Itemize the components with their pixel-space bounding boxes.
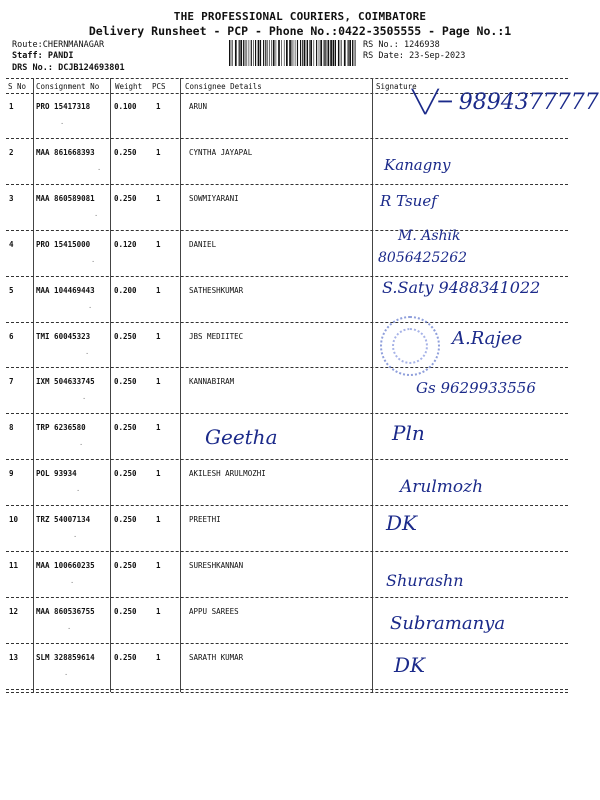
row-consignee: SOWMIYARANI (189, 193, 239, 203)
row-sno: 1 (9, 102, 14, 111)
row-pcs: 1 (156, 147, 161, 157)
route-value: CHERNMANAGAR (42, 40, 105, 50)
row-pcs: 1 (156, 469, 161, 479)
scan-speck: · (97, 165, 102, 174)
row-sno: 12 (9, 606, 19, 616)
row-sno: 9 (9, 469, 14, 479)
company-title: THE PROFESSIONAL COURIERS, COIMBATORE (173, 10, 427, 23)
barcode-bar (260, 40, 261, 66)
row-pcs: 1 (156, 561, 161, 570)
rs-date-value: 23-Sep-2023 (409, 51, 466, 61)
barcode-bar (341, 40, 342, 66)
row-sno: 5 (9, 285, 14, 295)
barcode-bar (243, 40, 244, 66)
scan-speck: · (91, 257, 96, 266)
row-consignment-no: TRP 6236580 (36, 423, 86, 433)
row-pcs: 1 (156, 377, 161, 387)
row-signature: Shurashn (386, 571, 464, 590)
barcode-bar (340, 40, 341, 66)
row-signature: R Tsuef (380, 191, 437, 210)
barcode-bar (306, 40, 307, 66)
row-consignee: KANNABIRAM (189, 377, 235, 387)
row-consignee: SURESHKANNAN (189, 561, 244, 570)
row-pcs: 1 (156, 515, 161, 525)
barcode-bar (349, 40, 351, 66)
barcode-bar (302, 40, 303, 66)
row-weight: 0.250 (114, 606, 137, 616)
rs-no-value: 1246938 (403, 40, 440, 50)
barcode-bar (324, 40, 325, 66)
barcode-bar (355, 40, 356, 66)
rs-date-line (363, 51, 465, 62)
row-signature: Pln (392, 421, 425, 446)
row-sno: 4 (9, 239, 14, 249)
barcode-bar (307, 40, 308, 66)
row-consignee-handwritten: Geetha (205, 425, 278, 450)
row-weight: 0.250 (114, 515, 137, 525)
row-consignee: PREETHI (189, 515, 221, 525)
row-consignment-no: POL 93934 (36, 469, 77, 479)
barcode-bar (276, 40, 277, 66)
row-separator (6, 643, 568, 644)
row-consignee: JBS MEDIITEC (189, 331, 244, 341)
route-line (12, 40, 104, 51)
barcode-bar (292, 40, 293, 66)
row-consignment-no: MAA 860536755 (36, 606, 95, 616)
row-separator (6, 138, 568, 139)
row-consignee: DANIEL (189, 239, 217, 249)
barcode-bar (240, 40, 242, 66)
row-consignment-no: TMI 60045323 (36, 331, 91, 341)
barcode-bar (304, 40, 305, 66)
col-divider-2 (110, 78, 111, 692)
row-consignee: SATHESHKUMAR (189, 285, 244, 295)
rs-no-label: RS No.: (363, 40, 399, 50)
row-consignment-no: MAA 860589081 (36, 193, 95, 203)
scan-speck: · (67, 624, 72, 633)
drs-label: DRS No.: (12, 63, 53, 73)
row-weight: 0.250 (114, 193, 137, 203)
row-separator (6, 551, 568, 552)
row-weight: 0.250 (114, 147, 137, 157)
scan-speck: · (88, 303, 93, 312)
barcode-bar (249, 40, 250, 66)
row-consignee: CYNTHA JAYAPAL (189, 147, 253, 157)
barcode-bar (348, 40, 349, 66)
col-header-weight: Weight (115, 82, 143, 91)
row-sno: 2 (9, 147, 14, 157)
row-separator (6, 367, 568, 368)
staff-value: PANDI (47, 51, 74, 61)
row-pcs: 1 (156, 193, 161, 203)
row-signature-phone: 8056425262 (378, 249, 468, 266)
row-sno: 8 (9, 423, 14, 433)
row-sno: 3 (9, 193, 14, 203)
barcode-bar (258, 40, 260, 66)
scan-speck: · (94, 211, 99, 220)
row-pcs: 1 (156, 606, 161, 616)
row-pcs: 1 (156, 285, 161, 295)
row-weight: 0.250 (114, 331, 137, 341)
barcode-bar (289, 40, 291, 66)
barcode-bar (293, 40, 294, 66)
row-consignment-no: MAA 861668393 (36, 147, 95, 157)
barcode-bar (267, 40, 268, 66)
barcode-bar (320, 40, 322, 66)
row-consignment-no: TRZ 54007134 (36, 515, 91, 525)
row-weight: 0.250 (114, 469, 137, 479)
col-header-consignee: Consignee Details (185, 82, 262, 91)
row-weight: 0.250 (114, 652, 137, 662)
row-weight: 0.100 (114, 102, 137, 111)
barcode-bar (265, 40, 266, 66)
barcode-bar (255, 40, 256, 66)
barcode-bar (253, 40, 254, 66)
row-pcs: 1 (156, 239, 161, 249)
row-weight: 0.200 (114, 285, 137, 295)
row-signature: Subramanya (390, 612, 506, 634)
row-sno: 7 (9, 377, 14, 387)
scan-speck: · (64, 670, 69, 679)
scan-speck: · (76, 487, 81, 496)
runsheet-subtitle: Delivery Runsheet - PCP - Phone No.:0422-3505555 - Page No.:1 (88, 24, 512, 38)
barcode-bar (330, 40, 332, 66)
row-separator (6, 459, 568, 460)
scan-speck: · (73, 533, 78, 542)
scan-speck: · (85, 349, 90, 358)
barcode-bar (338, 40, 339, 66)
barcode-bar (297, 40, 298, 66)
barcode-image (229, 40, 356, 66)
row-consignment-no: IXM 504633745 (36, 377, 95, 387)
barcode-bar (354, 40, 355, 66)
barcode-bar (269, 40, 270, 66)
barcode-bar (328, 40, 330, 66)
col-header-sno: S No (8, 82, 27, 91)
row-pcs: 1 (156, 331, 161, 341)
col-divider-4 (372, 78, 373, 692)
row-separator (6, 230, 568, 231)
row-sno: 6 (9, 331, 14, 341)
row-signature: DK (386, 511, 417, 536)
row-separator (6, 505, 568, 506)
drs-value: DCJB124693801 (58, 63, 125, 73)
row-pcs: 1 (156, 102, 161, 111)
row-signature: DK (394, 652, 425, 677)
barcode-bar (251, 40, 252, 66)
barcode-bar (286, 40, 288, 66)
row-separator (6, 597, 568, 598)
row-sno: 10 (9, 515, 19, 525)
table-bottom-rule (6, 692, 568, 693)
barcode-bar (235, 40, 237, 66)
row-signature: M. Ashik (398, 227, 461, 244)
row-separator (6, 276, 568, 277)
barcode-bar (232, 40, 233, 66)
col-header-signature: Signature (376, 82, 417, 91)
row-consignment-no: SLM 328859614 (36, 652, 95, 662)
barcode-bar (263, 40, 264, 66)
staff-line (12, 51, 73, 62)
row-separator (6, 413, 568, 414)
row-weight: 0.250 (114, 423, 137, 433)
row-separator (6, 689, 568, 690)
barcode-bar (271, 40, 272, 66)
row-separator (6, 322, 568, 323)
barcode-bar (284, 40, 285, 66)
delivery-stamp (380, 316, 440, 376)
barcode-bar (310, 40, 312, 66)
staff-label: Staff: (12, 51, 43, 61)
barcode-bar (281, 40, 282, 66)
barcode-bar (245, 40, 246, 66)
row-signature: ╲╱─ 9894377777 (412, 90, 599, 115)
row-consignment-no: MAA 100660235 (36, 561, 95, 570)
barcode-bar (333, 40, 335, 66)
barcode-bar (352, 40, 353, 66)
barcode-bar (278, 40, 280, 66)
drs-line (12, 63, 125, 74)
row-consignee: ARUN (189, 102, 208, 111)
rs-no-line (363, 40, 440, 51)
row-signature: Arulmozh (400, 477, 484, 498)
barcode-bar (295, 40, 296, 66)
scan-speck: · (79, 441, 84, 450)
route-label: Route: (12, 40, 43, 50)
barcode-bar (231, 40, 232, 66)
scan-speck: · (70, 579, 75, 587)
scan-speck: · (60, 120, 65, 128)
row-signature: Kanagny (384, 155, 451, 174)
row-consignment-no: MAA 104469443 (36, 285, 95, 295)
barcode-bar (300, 40, 301, 66)
col-divider-3 (180, 78, 181, 692)
row-sno: 13 (9, 652, 19, 662)
scan-speck: · (82, 395, 87, 404)
row-separator (6, 184, 568, 185)
barcode-bar (309, 40, 310, 66)
row-pcs: 1 (156, 652, 161, 662)
header-top-rule (6, 78, 568, 79)
barcode-bar (319, 40, 320, 66)
col-header-pcs: PCS (152, 82, 166, 91)
row-weight: 0.120 (114, 239, 137, 249)
row-consignee: SARATH KUMAR (189, 652, 244, 662)
barcode-bar (314, 40, 315, 66)
barcode-bar (247, 40, 248, 66)
barcode-bar (325, 40, 326, 66)
row-pcs: 1 (156, 423, 161, 433)
col-divider-1 (33, 78, 34, 692)
barcode-bar (229, 40, 230, 66)
row-weight: 0.250 (114, 561, 137, 570)
row-weight: 0.250 (114, 377, 137, 387)
barcode-bar (239, 40, 240, 66)
row-consignee: APPU SAREES (189, 606, 239, 616)
row-sno: 11 (9, 561, 19, 570)
barcode-bar (344, 40, 346, 66)
barcode-bar (273, 40, 275, 66)
row-consignment-no: PRO 15415000 (36, 239, 91, 249)
row-signature: Gs 9629933556 (416, 379, 536, 398)
row-consignee: AKILESH ARULMOZHI (189, 469, 266, 479)
row-consignment-no: PRO 15417318 (36, 102, 91, 111)
barcode-bar (316, 40, 317, 66)
barcode-bar (335, 40, 336, 66)
row-signature: A.Rajee (452, 327, 523, 349)
rs-date-label: RS Date: (363, 51, 404, 61)
col-header-consignment: Consignment No (36, 82, 100, 91)
row-signature: S.Saty 9488341022 (382, 277, 541, 297)
